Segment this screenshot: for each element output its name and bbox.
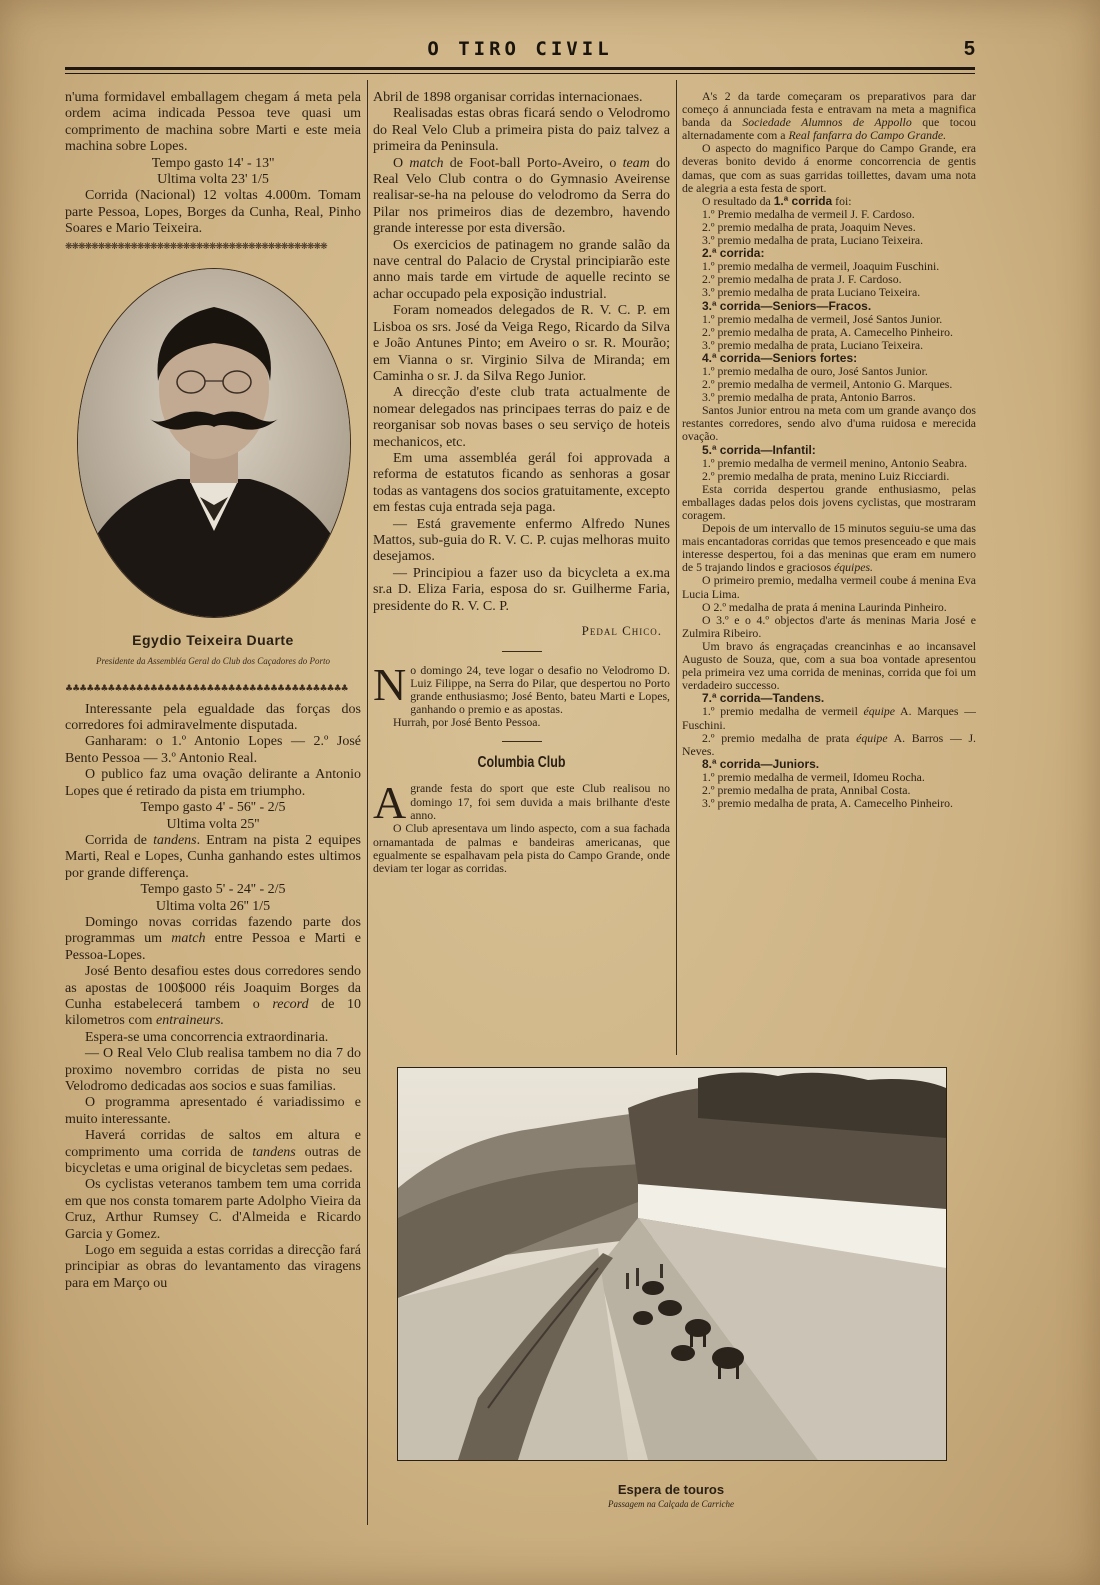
divider: [502, 741, 542, 742]
paragraph: Os exercicios de patinagem no grande salão da nave central do Palacio de Crystal principiarão este anno mais tarde em virtude de aquelle recinto se achar occupado pela exposição industrial.: [373, 237, 670, 302]
time-line: Ultima volta 26'' 1/5: [155, 898, 271, 914]
paragraph: — Está gravemente enfermo Alfredo Nunes Mattos, sub-guia do R. V. C. P. cujas melhoras muito desejamos.: [373, 516, 670, 565]
paragraph: A's 2 da tarde começaram os preparativos para dar começo á annunciada festa e entravam na meta a magnifica banda da Sociedade Alumnos de Appollo que tocou alternadamente com a Real fanfarra do Campo Grande.: [682, 90, 976, 143]
time-line: Tempo gasto 5' - 24'' - 2/5: [140, 882, 286, 898]
result-line: 2.º premio medalha de prata, A. Camecelho Pinheiro.: [702, 324, 953, 339]
result-line: 2.º premio medalha de prata, menino Luiz Ricciardi.: [702, 468, 950, 483]
paragraph: grande festa do sport que este Club realisou no domingo 17, foi sem duvida a mais brilhante d'este anno.: [410, 781, 670, 822]
column-3: [682, 90, 976, 1065]
drop-cap: A: [373, 777, 407, 829]
author-signature: Pedal Chico.: [581, 623, 662, 638]
paragraph: O aspecto do magnifico Parque do Campo Grande, era deveras bonito devido á enorme concorrencia de gentis damas, que com as suas garridas toillettes, davam uma nota de alegria a esta festa de sport.: [682, 141, 976, 195]
paragraph: Em uma assembléa gerál foi approvada a reforma de estatutos ficando as senhoras a gosar todas as vantagens dos socios gratuitamente, excepto em festas cuja entrada seja paga.: [373, 450, 670, 516]
paragraph: — O Real Velo Club realisa tambem no dia 7 do proximo novembro corridas de pista no seu Velodromo dedicadas aos socios e suas familias.: [65, 1046, 361, 1094]
paragraph: Corrida de tandens. Entram na pista 2 equipes Marti, Real e Lopes, Cunha ganhando estes ultimos por grande differença.: [65, 832, 361, 881]
paragraph: O primeiro premio, medalha vermeil coube á menina Eva Lucia Lima.: [682, 573, 976, 601]
race-heading: 3.ª corrida—Seniors—Fracos.: [702, 298, 872, 313]
paragraph: — Principiou a fazer uso da bicycleta a ex.ma sr.a D. Eliza Faria, esposa do sr. Guilherme Faria, presidente do R. V. C. P.: [373, 565, 670, 614]
paragraph: O 2.º medalha de prata á menina Laurinda Pinheiro.: [702, 599, 947, 614]
result-line: 1.º premio medalha de vermeil menino, Antonio Seabra.: [702, 455, 968, 470]
paragraph: A direcção d'este club trata actualmente de nomear delegados nas principaes terras do paiz e de reorganisar sob novas bases o seu serviço de hoteis mechanicos, etc.: [373, 385, 670, 450]
news-item: [373, 777, 670, 829]
result-line: 2.º premio medalha de prata équipe A. Barros — J. Neves.: [682, 730, 976, 758]
paragraph: O publico faz uma ovação delirante a Antonio Lopes que é retirado da pista em triumpho.: [65, 767, 361, 799]
paragraph: José Bento desafiou estes dous corredores sendo as apostas de 100$000 réis Joaquim Borges da Cunha estabelecerá tambem o record de 10 kilometros com entraineurs.: [65, 964, 361, 1029]
paragraph: O 3.º e o 4.º objectos d'arte ás meninas Maria José e Zulmira Ribeiro.: [682, 612, 976, 640]
paragraph: Interessante pela egualdade das forças dos corredores foi admiravelmente disputada.: [65, 701, 361, 734]
result-line: 1.º premio medalha de vermeil, Joaquim Fuschini.: [702, 259, 940, 274]
result-line: 1.º premio medalha de vermeil, José Santos Junior.: [702, 311, 943, 326]
result-line: 2.º premio medalha de vermeil, Antonio G. Marques.: [702, 377, 953, 392]
photo-caption: Espera de touros: [617, 1482, 725, 1497]
race-heading: 7.ª corrida—Tandens.: [702, 691, 825, 706]
paragraph: Espera-se uma concorrencia extraordinaria.: [85, 1029, 329, 1045]
paragraph: Depois de um intervallo de 15 minutos seguiu-se uma das mais encantadoras corridas que temos presenceado e que mais interesse despertou, foi a das meninas que eram em numero de 5 trajando lindos e graciosos équipes.: [682, 521, 976, 575]
photo-subcaption: Passagem na Calçada de Carriche: [608, 1499, 734, 1509]
result-line: 3.º premio medalha de prata, A. Camecelho Pinheiro.: [702, 796, 953, 811]
portrait-frame: [77, 268, 349, 616]
race-heading: 8.ª corrida—Juniors.: [702, 756, 820, 771]
paragraph: O resultado da 1.ª corrida foi:: [702, 193, 852, 208]
news-item: [373, 659, 670, 717]
result-line: 3.º premio medalha de prata, Antonio Barros.: [702, 390, 916, 405]
result-line: 1.º premio medalha de ouro, José Santos Junior.: [702, 363, 928, 378]
paragraph: O Club apresentava um lindo aspecto, com a sua fachada ornamantada de palmas e bandeiras americanas, que egualmente se espalhavam pela pista do Campo Grande, onde deviam ter logar as corridas.: [373, 821, 670, 875]
result-line: 1.º premio medalha de vermeil, Idomeu Rocha.: [702, 769, 925, 784]
paragraph: O programma apresentado é variadissimo e muito interessante.: [65, 1095, 361, 1127]
time-line: Ultima volta 25'': [166, 816, 260, 832]
drop-cap: N: [373, 659, 407, 710]
masthead-title: O TIRO CIVIL: [427, 38, 613, 60]
column-divider-left: [367, 80, 368, 1525]
paragraph: o domingo 24, teve logar o desafio no Velodromo D. Luiz Filippe, na Serra do Pilar, que despertou no Porto grande enthusiasmo; José Bento, bateu Marti e Lopes, ganhando o premio e as apostas.: [410, 663, 670, 717]
paragraph: Foram nomeados delegados de R. V. C. P. em Lisboa os srs. José da Veiga Rego, Ricardo da Silva e João Antunes Pinto; em Aveiro o sr. R. Mourão; em Vianna o sr. Virginio Silva de Miranda; em Caminha o sr. J. da Silva Rego Junior.: [373, 303, 670, 384]
paragraph: Domingo novas corridas fazendo parte dos programmas um match entre Pessoa e Marti e Pessoa-Lopes.: [65, 914, 361, 963]
paragraph: Um bravo ás engraçadas creancinhas e ao incansavel Augusto de Souza, que, com a sua boa vontade apresentou pela primeira vez uma corrida de meninas, corrida que foi um verdadeiro successo.: [682, 638, 976, 693]
paragraph: O match de Foot-ball Porto-Aveiro, o team do Real Velo Club contra o do Gymnasio Aveirense realisar-se-ha na pelouse do velodromo da Serra do Pilar nos primeiros dias de dezembro, havendo grande interesse por esta diversão.: [373, 155, 670, 237]
ornament-divider: ♣♣♣♣♣♣♣♣♣♣♣♣♣♣♣♣♣♣♣♣♣♣♣♣♣♣♣♣♣♣♣♣♣♣♣♣♣♣♣♣: [65, 683, 348, 694]
time-line: Tempo gasto 4' - 56'' - 2/5: [140, 800, 286, 816]
paragraph: n'uma formidavel emballagem chegam á meta pela ordem acima indicada Pessoa teve quasi um comprimento de machina sobre Marti e este meia machina sobre Lopes.: [65, 90, 361, 155]
portrait-photo: [77, 268, 351, 618]
page-header: [65, 38, 975, 58]
portrait-caption: Presidente da Assembléa Geral do Club dos Caçadores do Porto: [96, 655, 330, 666]
paragraph: Esta corrida despertou grande enthusiasmo, pelas emballages dadas pelos dois jovens cyclistas, que mostraram coragem.: [682, 481, 976, 522]
result-line: 1.º Premio medalha de vermeil J. F. Cardoso.: [702, 206, 915, 221]
paragraph: Corrida (Nacional) 12 voltas 4.000m. Tomam parte Pessoa, Lopes, Borges da Cunha, Real, Pinho Soares e Mario Teixeira.: [65, 188, 361, 237]
portrait-name: Egydio Teixeira Duarte: [132, 631, 294, 648]
ornament-divider: ❋❋❋❋❋❋❋❋❋❋❋❋❋❋❋❋❋❋❋❋❋❋❋❋❋❋❋❋❋❋❋❋❋❋❋❋❋❋❋❋: [65, 241, 327, 252]
section-title: Columbia Club: [477, 754, 566, 772]
paragraph: Logo em seguida a estas corridas a direcção fará principiar as obras do levantamento das viragens para em Março ou: [65, 1243, 361, 1291]
time-line: Ultima volta 23' 1/5: [157, 172, 269, 188]
race-heading: 2.ª corrida:: [702, 246, 765, 261]
column-divider-right: [676, 80, 677, 1055]
column-1: [65, 90, 361, 1525]
header-rule-thick: [65, 67, 975, 70]
result-line: 2.º premio medalha de prata J. F. Cardoso.: [702, 272, 902, 287]
page-number: 5: [963, 38, 975, 60]
result-line: 3.º premio medalha de prata, Luciano Teixeira.: [702, 233, 924, 248]
time-line: Tempo gasto 14' - 13'': [151, 155, 275, 171]
race-heading: 5.ª corrida—Infantil:: [702, 442, 816, 457]
result-line: 1.º premio medalha de vermeil équipe A. Marques — Fuschini.: [682, 704, 976, 732]
race-heading: 4.ª corrida—Seniors fortes:: [702, 350, 858, 365]
result-line: 2.º premio medalha de prata, Annibal Costa.: [702, 782, 911, 797]
result-line: 3.º premio medalha de prata Luciano Teixeira.: [702, 285, 921, 300]
paragraph: Haverá corridas de saltos em altura e comprimento uma corrida de tandens outras de bicycletas e uma original de bicycletas sem pedaes.: [65, 1128, 361, 1177]
divider: [502, 651, 542, 652]
paragraph: Santos Junior entrou na meta com um grande avanço dos restantes corredores, sendo alvo d'uma ruidosa e merecida ovação.: [682, 403, 976, 444]
paragraph: Os cyclistas veteranos tambem tem uma corrida em que nos consta tomarem parte Adolpho Vieira da Cruz, Arthur Rumsey C. d'Almeida e Ricardo Garcia y Gomez.: [65, 1177, 361, 1242]
paragraph: Realisadas estas obras ficará sendo o Velodromo do Real Velo Club a primeira pista do paiz talvez a primeira da Peninsula.: [373, 106, 670, 155]
bullfight-photo: [397, 1067, 947, 1461]
result-line: 2.º premio medalha de prata, Joaquim Neves.: [702, 219, 916, 234]
paragraph: Ganharam: o 1.º Antonio Lopes — 2.º José Bento Pessoa — 3.º Antonio Real.: [65, 734, 361, 766]
paragraph: Hurrah, por José Bento Pessoa.: [393, 715, 541, 730]
header-rule-thin: [65, 73, 975, 74]
column-2: [373, 90, 670, 1060]
paragraph: Abril de 1898 organisar corridas internacionaes.: [373, 90, 643, 105]
result-line: 3.º premio medalha de prata, Luciano Teixeira.: [702, 337, 924, 352]
